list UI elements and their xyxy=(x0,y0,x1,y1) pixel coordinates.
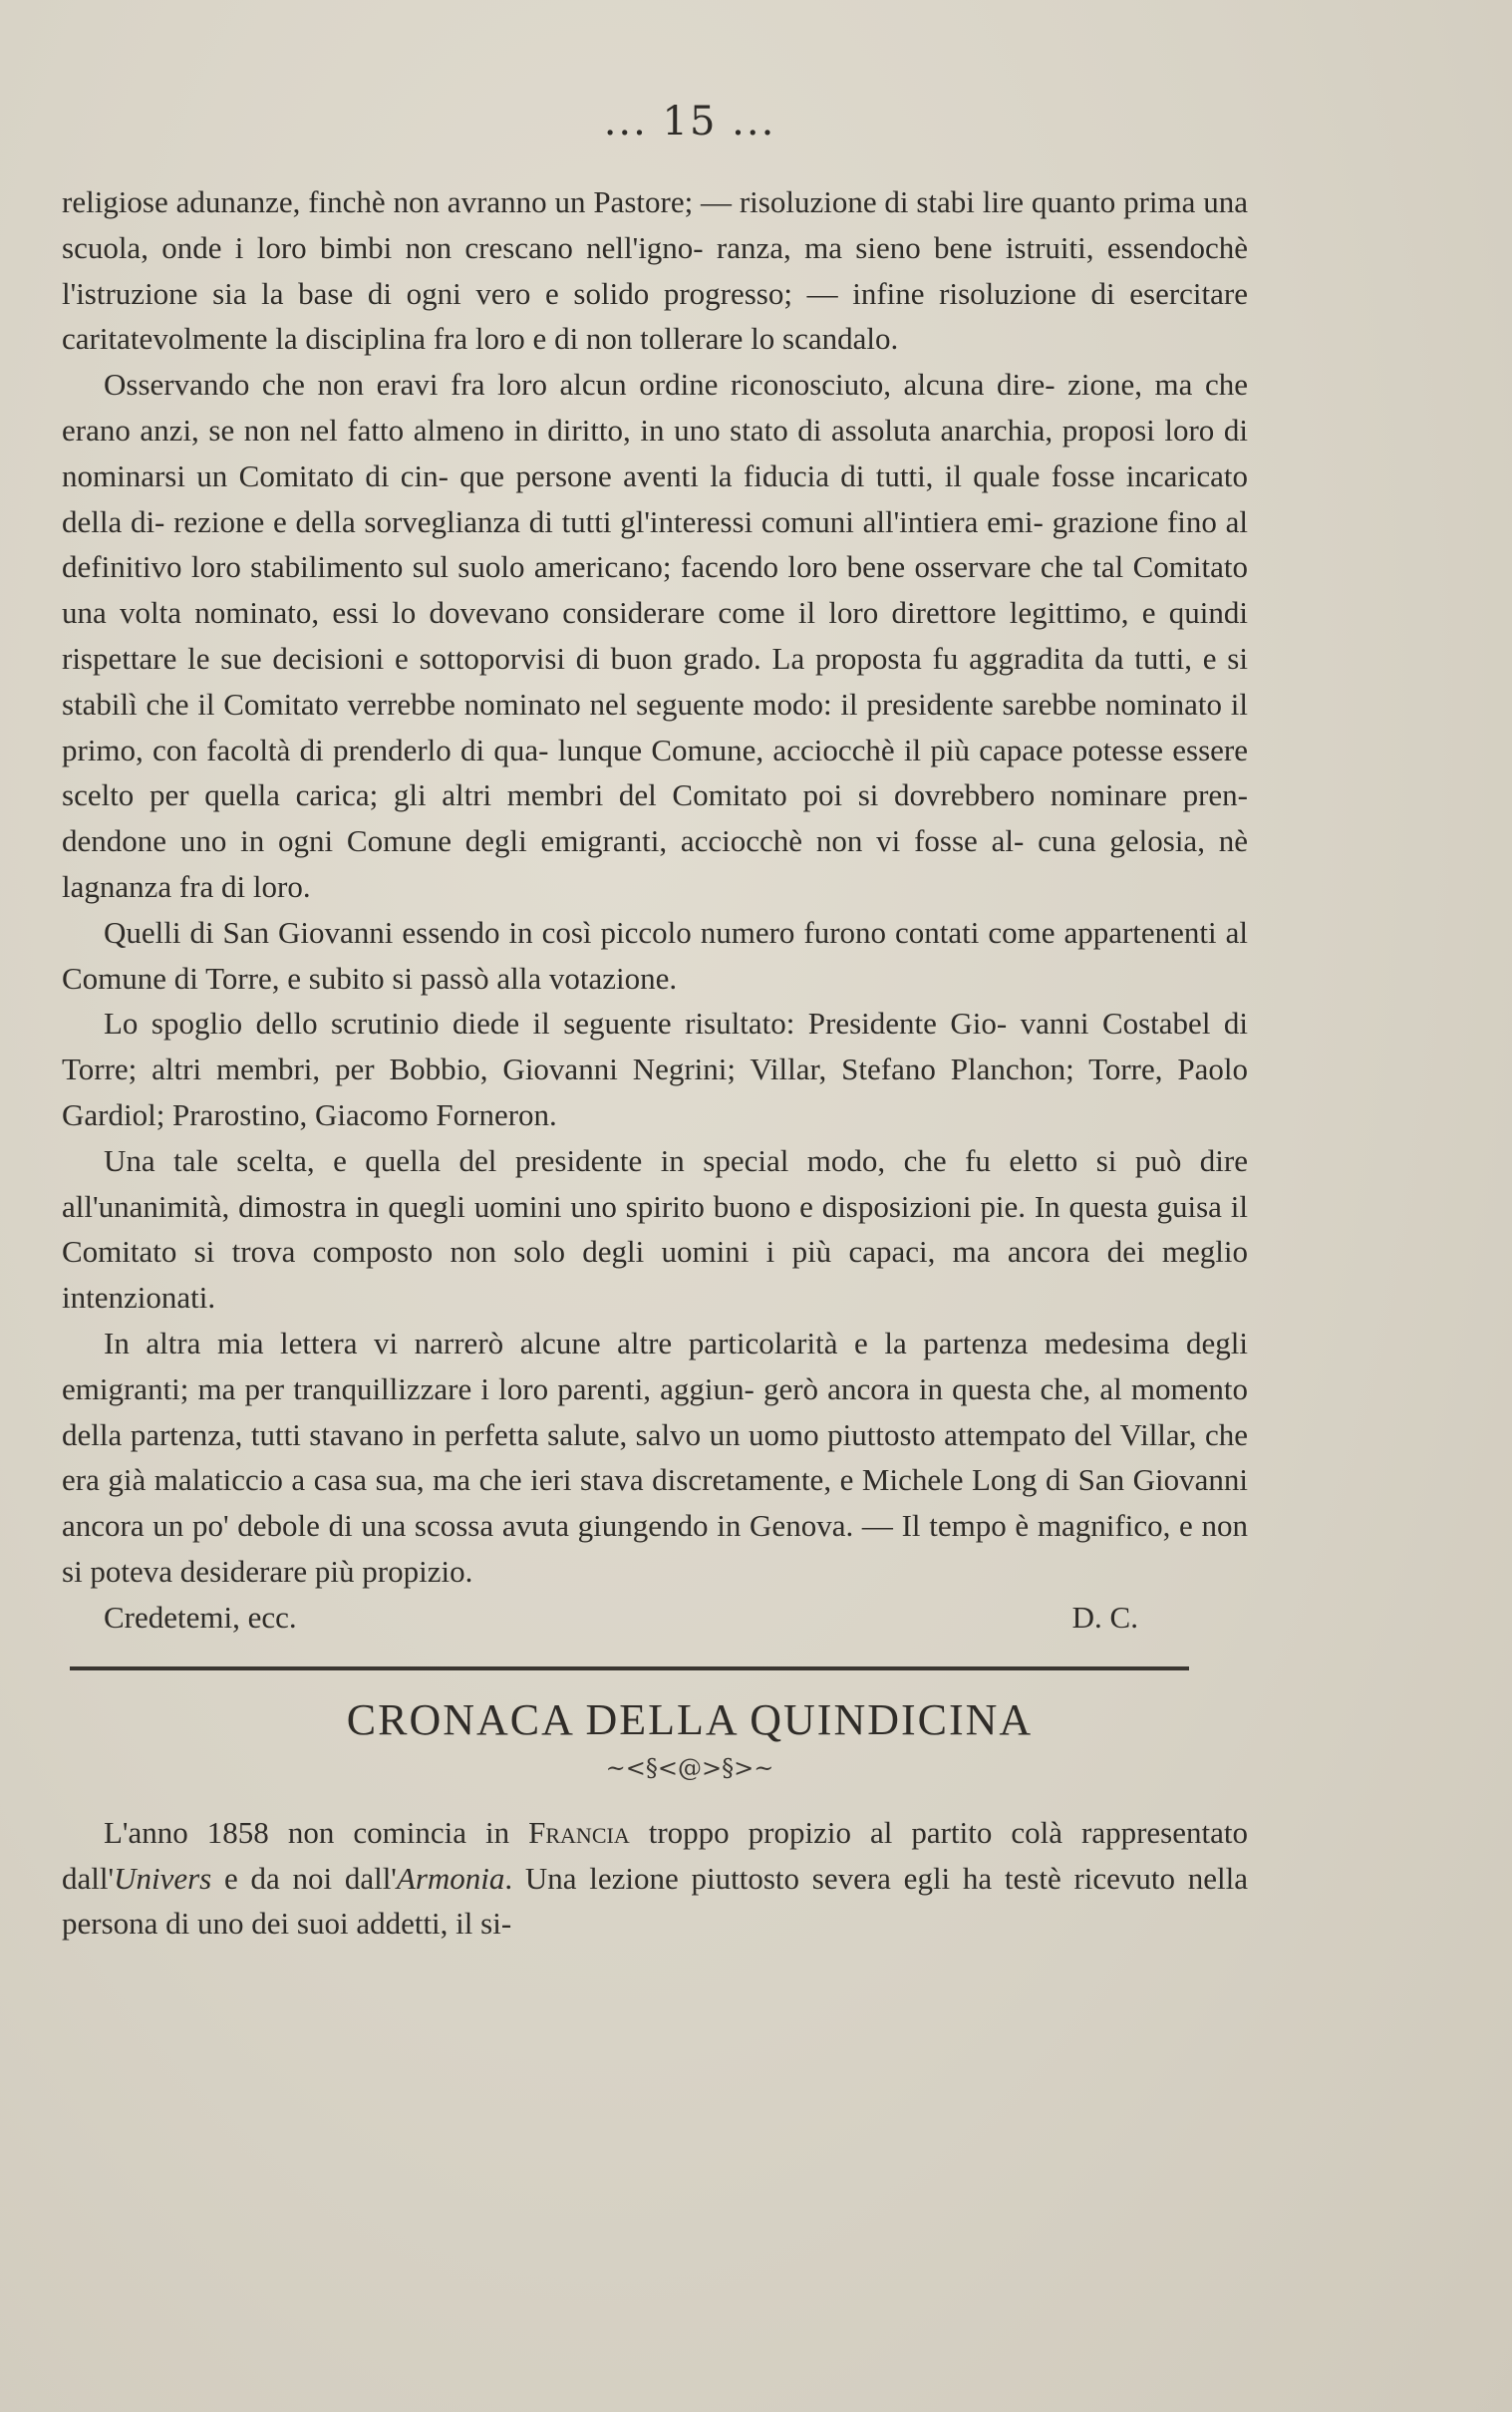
closing-signature: D. C. xyxy=(1071,1599,1138,1635)
paragraph-resolutions: religiose adunanze, finchè non avranno un Pastore; — risoluzione di stabi lire quanto prima una scuola, onde i loro bimbi non crescano nell'igno- ranza, ma sieno bene istruiti, essendochè l'istruzione sia la base di ogni vero e solido progresso; — infine risoluzione di esercitare caritatevolmente la disciplina fra loro e di non tollerare lo scandalo. xyxy=(62,184,1248,357)
section-title: CRONACA DELLA QUINDICINA xyxy=(346,1694,1034,1744)
letter-closing xyxy=(62,1595,1248,1641)
ornament: ~<§<@>§>~ xyxy=(605,1753,774,1782)
paragraph-committee-proposal: Osservando che non eravi fra loro alcun ordine riconosciuto, alcuna dire- zione, ma che erano anzi, se non nel fatto almeno in diritto, in uno stato di assoluta anarchia, proposi loro di nominarsi un Comitato di cin- que persone aventi la fiducia di tutti, il quale fosse incaricato della di- rezione e della sorveglianza di tutti gl'interessi comuni all'intiera emi- grazione fino al definitivo loro stabilimento sul suolo americano; facendo loro bene osservare che tal Comitato una volta nominato, essi lo dovevano considerare come il loro direttore legittimo, e quindi rispettare le sue decisioni e sottoporvisi di buon grado. La proposta fu aggradita da tutti, e si stabilì che il Comitato verrebbe nominato nel seguente modo: il presidente sarebbe nominato il primo, con facoltà di prenderlo di qua- lunque Comune, acciocchè il più capace potesse essere scelto per quella carica; gli altri membri del Comitato poi si dovrebbero nominare pren- dendone uno in ogni Comune degli emigranti, acciocchè non vi fosse al- cuna gelosia, nè lagnanza fra di loro. xyxy=(62,367,1248,904)
paragraph-choice-comment: Una tale scelta, e quella del presidente in special modo, che fu eletto si può dire all'unanimità, dimostra in quegli uomini uno spirito buono e disposizioni pie. In questa guisa il Comitato si trova composto non solo degli uomini i più capaci, ma ancora dei meglio intenzionati. xyxy=(62,1142,1248,1316)
page-number: ... 15 ... xyxy=(603,99,776,145)
chronicle-country: Francia xyxy=(528,1814,630,1850)
section-divider xyxy=(70,1666,1189,1670)
chronicle-text-3: e da noi dall' xyxy=(211,1860,397,1896)
paragraph-san-giovanni: Quelli di San Giovanni essendo in così piccolo numero furono contati come appartenenti al Comune di Torre, e subito si passò alla votazione. xyxy=(62,914,1248,996)
chronicle-publication-univers: Univers xyxy=(114,1860,212,1896)
chronicle-publication-armonia: Armonia xyxy=(396,1860,505,1896)
closing-salutation: Credetemi, ecc. xyxy=(104,1599,297,1635)
paragraph-vote-result: Lo spoglio dello scrutinio diede il seguente risultato: Presidente Gio- vanni Costabel di Torre; altri membri, per Bobbio, Giovanni Negrini; Villar, Stefano Planchon; Torre, Paolo Gardiol; Prarostino, Giacomo Forneron. xyxy=(62,1006,1248,1132)
chronicle-text-4: . Una lezione piuttosto severa egli ha testè ricevuto nella persona di uno dei suoi addetti, il si- xyxy=(62,1860,1249,1942)
chronicle-text-1: L'anno 1858 non comincia in xyxy=(104,1814,529,1850)
chronicle-text-2: troppo propizio al partito colà rappresentato dall' xyxy=(62,1814,1248,1896)
paragraph-departure: In altra mia lettera vi narrerò alcune altre particolarità e la partenza medesima degli emigranti; ma per tranquillizzare i loro parenti, aggiun- gerò ancora in questa che, al momento della partenza, tutti stavano in perfetta salute, salvo un uomo piuttosto attempato del Villar, che era già malaticcio a casa sua, ma che ieri stava discretamente, e Michele Long di San Giovanni ancora un po' debole di una scossa avuta giungendo in Genova. — Il tempo è magnifico, e non si poteva desiderare più propizio. xyxy=(62,1325,1248,1589)
chronicle-paragraph xyxy=(62,1810,1248,1947)
